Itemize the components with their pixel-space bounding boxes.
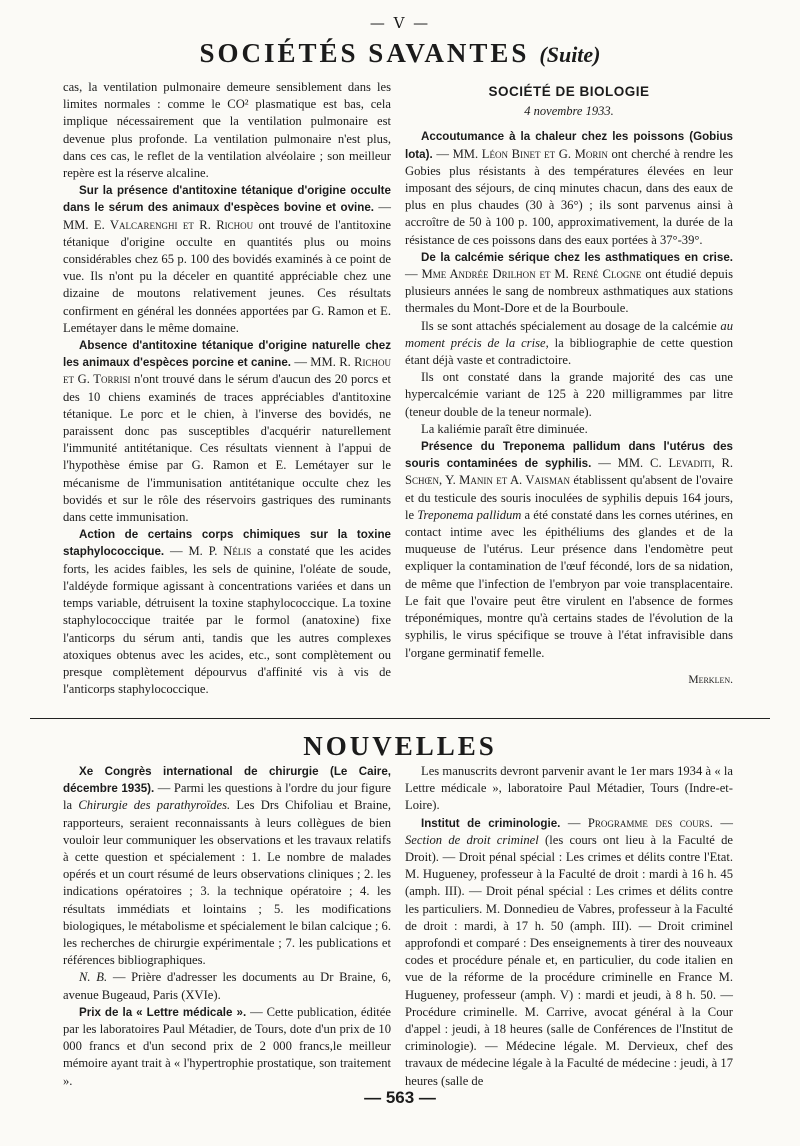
article-entry: Accoutumance à la chaleur chez les poissons (Gobius lota). — MM. Léon Binet et G. Morin ont cherché à rendre les Gobies plus résistants à des températures élevées en leur imposant des séjours, de cinq minutes chacun, dans des eaux de plus en plus chaudes (30 à 36°) ; ils sont parvenus ainsi à accroître de 50 à 100 p. 100, approximativement, la durée de la résistance de ces poissons dans des eaux portées à 37°-39°. — [405, 130, 733, 247]
news-entry — [63, 763, 391, 969]
emphasis: Treponema pallidum — [417, 507, 522, 522]
text-run: établissent qu'absent de l'ovaire et du testicule des souris inoculées de syphilis depuis 164 jours, le — [405, 473, 733, 522]
article-entry: Sur la présence d'antitoxine tétanique d'origine occulte dans le sérum des animaux d'espèces bovine et ovine. — MM. E. Valcarenghi et R. Richou ont trouvé de l'antitoxine tétanique d'origine occulte en quantités plus ou moins considérables chez 65 p. 100 des bovidés examinés à ce point de vue. Ils n'ont pu la déceler en quantité appréciable chez une dizaine de moutons relativement jeunes. Ces résultats confirment en général les données apportées par G. Ramon et E. Lemétayer dans le même domaine. — [63, 184, 391, 335]
article-authors: MM. C. Levaditi, R. Schœn, Y. Manin et A. Vaisman — [405, 456, 734, 488]
page-header-number: — V — — [369, 14, 431, 32]
text-run: la bibliographie de cette question étant déjà vaste et contradictoire. — [405, 335, 734, 368]
article-authors: MM. E. Valcarenghi et R. Richou — [63, 217, 254, 232]
paragraph: Ils ont constaté dans la grande majorité des cas une hypercalcémie variant de 125 à 220 milligrammes par litre (teneur double de la teneur normale). — [405, 370, 733, 419]
news-title: Institut de criminologie. — [421, 816, 561, 830]
article-authors: M. P. Nélis — [188, 544, 252, 559]
note-label: N. B. — [79, 970, 108, 985]
article-title: Action de certains corps chimiques sur la toxine staphylococcique. — [63, 528, 391, 559]
emphasis: Section de droit criminel — [405, 832, 539, 847]
article-authors: Mme Andrée Drilhon et M. René Clogne — [421, 267, 642, 282]
page-title — [0, 38, 800, 69]
signature: Merklen. — [688, 673, 733, 686]
news-entry — [63, 1004, 391, 1090]
article-title: De la calcémie sérique chez les asthmatiques en crise. — [421, 250, 733, 264]
news-note — [63, 969, 391, 1003]
program-label: — Programme des cours. — — [560, 815, 733, 830]
text-run: (les cours ont lieu à la Faculté de Droit). — Droit pénal spécial : Les crimes et délits contre l'Etat. M. Hugueney, professeur à la Faculté de droit : mardi à 16 h. 45 (amph. III). — Droit pénal spécial : Les crimes et délits contre les particuliers. M. Donnedieu de Vabres, professeur à la Faculté de droit : mardi, à 17 h. 50 (amph. III). — Droit criminel approfondi et comparé : Des enseignements à tirer des nouveaux codes et procédure pénale et, en particulier, du code italien en vue de la réforme de la procédure criminelle en France M. Hugueney, professeur (amph. V) : mardi et jeudi, à 8 h. 50. — Procédure criminelle. M. Carrive, avocat général à la Cour d'appel : jeudi, à 18 heures (salle de Conférences de l'Institut de criminologie). — Médecine légale. M. Dervieux, chef des travaux de médecine légale à la Faculté de médecine : jeudi, à 17 heures (salle de — [405, 832, 733, 1088]
article-text: a constaté que les acides forts, les acides faibles, les sels de quinine, l'oléate de soude, l'aldéyde formique agissant à concentrations variées et dans un temps variable, détruisent la toxine staphylococcique. La toxine staphylococcique traitée par le formol (anatoxine) fixe l'anticorps du sérum anti, tandis que les autres complexes atoxiques obtenus avec les acides, etc., sont complètement ou presque complètement dépourvus d'affinité vis à vis de l'anticorps staphylococcique. — [63, 544, 392, 697]
article-text: ont étudié depuis plusieurs années le sang de nombreux asthmatiques aux stations thermales du Mont-Dore et de la Bourboule. — [405, 267, 733, 316]
paragraph: La kaliémie paraît être diminuée. — [421, 421, 588, 436]
text-run: Les Drs Chifoliau et Braine, rapporteurs, seraient reconnaissants à leurs collègues de bien vouloir leur communiquer les observations et les travaux relatifs à cette question et spécialement : 1. Le nombre de malades opérés et un court résumé de leurs observations cliniques ; 2. les indications opératoires ; 3. la technique opératoire ; 4. les résultats immédiats et lointains ; 5. les modifications biologiques, le métabolisme et spécialement le bilan calcique ; 6. les recherches de chirurgie expérimentale ; 7. les publications et références bibliographiques. — [63, 798, 391, 968]
article-authors: MM. Léon Binet et G. Morin — [452, 146, 608, 161]
text-run: — Cette publication, éditée par les laboratoires Paul Métadier, de Tours, dote d'un prix de 10 000 francs et d'un second prix de 2 000 francs,le meilleur mémoire ayant trait à « l'hypertrophie prostatique, son traitement ». — [63, 1004, 391, 1088]
text-run: a été constaté dans les cornes utérines, en contact intime avec les épithéliums des glandes et de la muqueuse de l'utérus. Leur présence dans l'endomètre peut expliquer la contamination de l'œuf fécondé, lors de sa nidation, de même que l'infection de l'embryon par voie transplacentaire. Le fait que l'ovaire peut être virulent en l'absence de formes tréponémiques, montre qu'à certains stades de l'évolution de la syphilis, le virus spécifique se trouve à l'état infravisible dans l'organe germinatif femelle. — [405, 507, 733, 660]
article-entry: Présence du Treponema pallidum dans l'utérus des souris contaminées de syphilis. — MM. C. Levaditi, R. Schœn, Y. Manin et A. Vaisman établissent qu'absent de l'ovaire et du testicule des souris inoculées de syphilis depuis 164 jours, le Treponema pallidum a été constaté dans les cornes utérines, en contact intime avec les épithéliums des glandes et de la muqueuse de l'utérus. Leur présence dans l'endomètre peut expliquer la contamination de l'œuf fécondé, lors de sa nidation, de même que l'infection de l'embryon par voie transplacentaire. Le fait que l'ovaire peut être virulent en l'absence de formes tréponémiques, montre qu'à certains stades de l'évolution de la syphilis, le virus spécifique se trouve à l'état infravisible dans l'organe germinatif femelle. — [405, 440, 734, 660]
article-title: Sur la présence d'antitoxine tétanique d'origine occulte dans le sérum des animaux d'espèces bovine et ovine. — [63, 184, 391, 215]
emphasis: au moment précis de la crise, — [405, 318, 733, 350]
news-section-title: NOUVELLES — [303, 731, 497, 761]
text-run: — Prière d'adresser les documents au Dr Braine, 6, avenue Bugeaud, Paris (XVIe). — [63, 970, 391, 1002]
right-column-top — [405, 79, 733, 689]
news-title: Xe Congrès international de chirurgie (Le Caire, décembre 1935). — [63, 765, 391, 796]
text-run: — Parmi les questions à l'ordre du jour figure la — [63, 781, 391, 813]
page-number: — 563 — — [364, 1088, 436, 1107]
society-heading: SOCIÉTÉ DE BIOLOGIE — [488, 84, 650, 99]
section-divider — [30, 718, 770, 719]
right-column-bottom — [405, 763, 733, 1090]
left-column-top — [63, 79, 391, 698]
news-entry — [405, 815, 733, 1090]
article-title: Absence d'antitoxine tétanique d'origine naturelle chez les animaux d'espèces porcine et canine. — [63, 339, 391, 370]
section-title: SOCIÉTÉS SAVANTES — [199, 38, 530, 68]
section-title-suffix: (Suite) — [539, 42, 601, 67]
article-title: Accoutumance à la chaleur chez les poissons (Gobius lota). — [405, 130, 733, 161]
article-authors: MM. R. Richou et G. Torrisi — [63, 355, 391, 387]
article-entry: Action de certains corps chimiques sur la toxine staphylococcique. — M. P. Nélis a constaté que les acides forts, les acides faibles, les sels de quinine, l'oléate de soude, l'aldéyde formique agissant à concentrations variées et dans un temps variable, détruisent la toxine staphylococcique. La toxine staphylococcique traitée par le formol (anatoxine) fixe l'anticorps du sérum anti, tandis que les autres complexes atoxiques obtenus avec les acides, etc., sont complètement ou presque complètement dépourvus d'affinité vis à vis de l'anticorps staphylococcique. — [63, 528, 392, 697]
article-entry: Absence d'antitoxine tétanique d'origine naturelle chez les animaux d'espèces porcine et canine. — MM. R. Richou et G. Torrisi n'ont trouvé dans le sérum d'aucun des 20 porcs et des 10 chiens examinés de traces appréciables d'antitoxine tétanique. Le porc et le chien, à l'inverse des bovidés, ne paraissent donc pas susceptibles d'acquérir naturellement l'immunité antitétanique. Ces résultats viennent à l'appui de l'hypothèse émise par G. Ramon et E. Lemétayer sur le mécanisme de l'immunisation antitétanique occulte chez les bovidés et sur le rôle des réservoirs gastriques des ruminants dans cette immunisation. — [63, 339, 391, 525]
article-text: ont trouvé de l'antitoxine tétanique d'origine occulte en quantités plus ou moins considérables chez 65 p. 100 des bovidés examinés à ce point de vue. Ils n'ont pu la déceler en quantité appréciable chez une dizaine de moutons relativement jeunes. Ces résultats confirment en général les données apportées par G. Ramon et E. Lemétayer dans le même domaine. — [63, 217, 391, 335]
article-entry: De la calcémie sérique chez les asthmatiques en crise. — Mme Andrée Drilhon et M. René Clogne ont étudié depuis plusieurs années le sang de nombreux asthmatiques aux stations thermales du Mont-Dore et de la Bourboule. — [405, 250, 733, 316]
paragraph: Les manuscrits devront parvenir avant le 1er mars 1934 à « la Lettre médicale », laboratoire Paul Métadier, Tours (Indre-et-Loire). — [405, 764, 733, 813]
article-title: Présence du Treponema pallidum dans l'utérus des souris contaminées de syphilis. — [405, 440, 733, 471]
paragraph: cas, la ventilation pulmonaire demeure sensiblement dans les limites normales : comme le CO² plasmatique est bas, cela implique nécessairement que la ventilation pulmonaire est devenue plus profonde. La ventilation pulmonaire n'est plus, dans ces cas, le reflet de la ventilation alvéolaire ; son meilleur repère est la réserve alcaline. — [63, 80, 391, 181]
emphasis: Chirurgie des parathyroïdes. — [78, 798, 231, 813]
paragraph — [405, 318, 733, 370]
article-text: ont cherché à rendre les Gobies plus résistants à des températures élevées en leur imposant des séjours, de cinq minutes chacun, dans des eaux de plus en plus chaudes (30 à 36°) ; ils sont parvenus ainsi à accroître de 50 à 100 p. 100, approximativement, la durée de la résistance de ces poissons dans des eaux portées à 37°-39°. — [405, 146, 733, 247]
news-title: Prix de la « Lettre médicale ». — [79, 1005, 247, 1019]
session-date: 4 novembre 1933. — [524, 104, 614, 119]
left-column-bottom — [63, 763, 391, 1090]
text-run: Ils se sont attachés spécialement au dosage de la calcémie — [421, 318, 721, 333]
article-text: n'ont trouvé dans le sérum d'aucun des 20 porcs et des 10 chiens examinés de traces appréciables d'antitoxine tétanique. Le porc et le chien, à l'inverse des bovidés, ne paraissent donc pas susceptibles d'acquérir naturellement l'immunité antitétanique. Ces résultats viennent à l'appui de l'hypothèse émise par G. Ramon et E. Lemétayer sur le mécanisme de l'immunisation antitétanique occulte chez les bovidés et sur le rôle des réservoirs gastriques des ruminants dans cette immunisation. — [63, 372, 391, 525]
